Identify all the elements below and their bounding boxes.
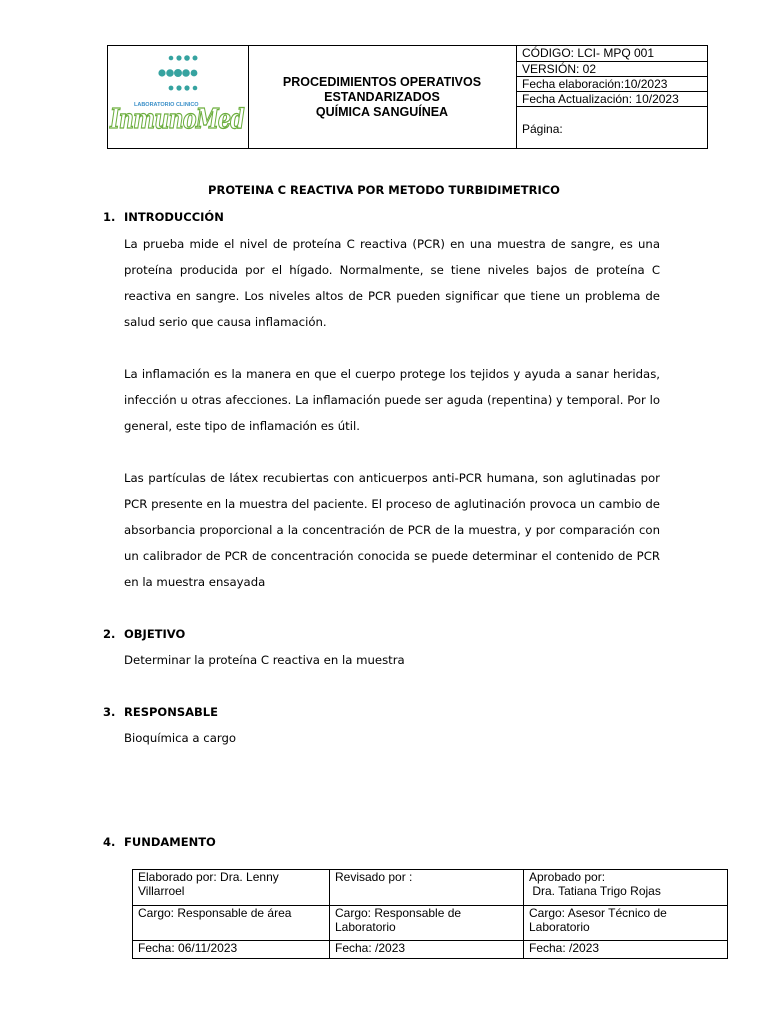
header-title-line: PROCEDIMIENTOS OPERATIVOS — [282, 74, 482, 89]
paragraph: La prueba mide el nivel de proteína C reactiva (PCR) en una muestra de sangre, es una proteína producida por el hígado. Normalmente, se tiene niveles bajos de proteína C reactiva en sangre. Los niveles altos de PCR pueden significar que tiene un problema de salud serio que causa inflamación. — [124, 237, 660, 329]
section-number: 3. — [103, 705, 116, 719]
table-row — [133, 941, 728, 959]
document-header — [107, 45, 708, 149]
section-heading — [103, 705, 218, 719]
table-row — [133, 906, 728, 941]
document-title: PROTEINA C REACTIVA POR METODO TURBIDIMETRICO — [208, 183, 560, 197]
section-text: Bioquímica a cargo — [124, 731, 237, 745]
section-number: 1. — [103, 210, 116, 224]
cargo-cell: Cargo: Responsable de Laboratorio — [330, 906, 524, 941]
header-title-line: QUÍMICA SANGUÍNEA — [315, 104, 449, 119]
section-title: FUNDAMENTO — [124, 835, 216, 849]
signature-table — [132, 869, 728, 959]
section-title: OBJETIVO — [124, 627, 186, 641]
inmunomed-logo — [108, 46, 248, 148]
aprobado-label: Aprobado por: — [529, 870, 606, 884]
aprobado-name: Dra. Tatiana Trigo Rojas — [529, 884, 661, 898]
codigo-field: CÓDIGO: LCI- MPQ 001 — [517, 46, 707, 62]
paragraph: La inflamación es la manera en que el cuerpo protege los tejidos y ayuda a sanar heridas, infección u otras afecciones. La inflamación puede ser aguda (repentina) y temporal. Por lo general, este tipo de inflamación es útil. — [124, 367, 660, 433]
header-title-line: ESTANDARIZADOS — [324, 89, 440, 104]
fecha-cell: Fecha: /2023 — [524, 941, 728, 959]
fecha-elaboracion-field: Fecha elaboración:10/2023 — [517, 77, 707, 92]
pagina-field: Página: — [522, 122, 563, 136]
fecha-cell: Fecha: /2023 — [330, 941, 524, 959]
logo-subtitle: LABORATORIO CLINICO — [134, 102, 199, 108]
section-number: 2. — [103, 627, 116, 641]
logo-cell — [108, 46, 249, 148]
cargo-cell: Cargo: Asesor Técnico de Laboratorio — [524, 906, 728, 941]
fecha-cell: Fecha: 06/11/2023 — [133, 941, 330, 959]
version-field: VERSIÓN: 02 — [517, 62, 707, 77]
logo-wordmark: InmunoMed — [109, 104, 245, 135]
section-number: 4. — [103, 835, 116, 849]
section-heading — [103, 627, 185, 641]
section-title: RESPONSABLE — [124, 705, 218, 719]
section-heading — [103, 210, 224, 224]
fecha-actualizacion-field: Fecha Actualización: 10/2023 — [517, 92, 707, 107]
header-meta — [517, 46, 707, 148]
aprobado-cell — [524, 870, 728, 906]
section-text: Determinar la proteína C reactiva en la muestra — [124, 653, 405, 667]
cargo-cell: Cargo: Responsable de área — [133, 906, 330, 941]
elaborado-cell: Elaborado por: Dra. Lenny Villarroel — [133, 870, 330, 906]
table-row — [133, 870, 728, 906]
section-title: INTRODUCCIÓN — [124, 210, 224, 224]
header-title — [248, 46, 517, 148]
revisado-cell: Revisado por : — [330, 870, 524, 906]
section-heading — [103, 835, 216, 849]
paragraph: Las partículas de látex recubiertas con anticuerpos anti-PCR humana, son aglutinadas por PCR presente en la muestra del paciente. El proceso de aglutinación provoca un cambio de absorbancia proporcional a la concentración de PCR de la muestra, y por comparación con un calibrador de PCR de concentración conocida se puede determinar el contenido de PCR en la muestra ensayada — [124, 471, 660, 589]
